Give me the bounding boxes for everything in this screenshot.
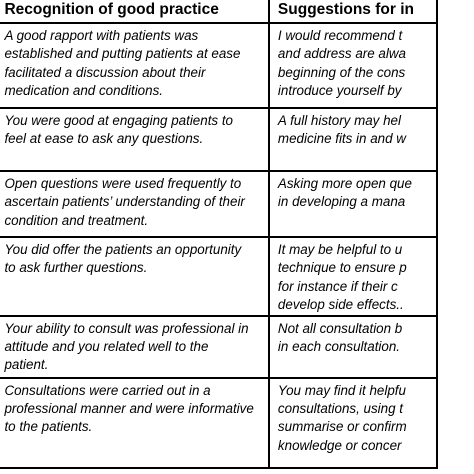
cell-text-line: You were good at engaging patients to <box>4 113 233 128</box>
suggestion-cell <box>269 108 437 171</box>
cell-text-line: patient. <box>4 357 49 373</box>
table-row <box>0 316 437 378</box>
cell-text-line: Open questions were used frequently to <box>4 176 242 191</box>
cell-text-line: Asking more open que <box>277 176 412 191</box>
cell-text-line: I would recommend t <box>277 28 403 43</box>
cell-text-line: to ask further questions. <box>4 260 148 276</box>
cell-text-line: attitude and you related well to the <box>4 339 209 355</box>
cell-text-line: Consultations were carried out in a <box>4 382 211 398</box>
cell-text-line: You may find it helpfu <box>277 382 406 398</box>
cell-text-line: Your ability to consult was professional in <box>4 320 249 336</box>
good-practice-cell <box>0 171 269 237</box>
suggestion-cell <box>269 316 437 378</box>
header-row <box>0 0 437 23</box>
table-row <box>0 23 437 108</box>
table-row <box>0 108 437 171</box>
cell-text-line: It may be helpful to u <box>277 242 403 257</box>
suggestion-cell <box>269 23 437 108</box>
header-good-practice: Recognition of good practice <box>0 0 269 23</box>
good-practice-cell <box>0 237 269 316</box>
cell-text-line: summarise or confirm <box>277 419 407 435</box>
good-practice-cell <box>0 23 269 108</box>
good-practice-cell <box>0 316 269 378</box>
table-row <box>0 237 437 316</box>
cell-text-line: medicine fits in and w <box>277 131 406 147</box>
cell-text-line: ascertain patients’ understanding of their <box>4 194 245 210</box>
suggestion-cell <box>269 237 437 316</box>
cell-text-line: and address are alwa <box>277 46 406 62</box>
cell-text-line: condition and treatment. <box>4 212 149 228</box>
cell-text-line: technique to ensure p <box>277 260 407 276</box>
cell-text-line: A good rapport with patients was <box>4 28 199 43</box>
cell-text-line: established and putting patients at ease <box>4 46 241 62</box>
cell-text-line: knowledge or concer <box>277 437 402 453</box>
suggestion-cell <box>269 378 437 468</box>
header-suggestions: Suggestions for in <box>269 0 437 23</box>
cell-text-line: facilitated a discussion about their <box>4 64 206 80</box>
cell-text-line: feel at ease to ask any questions. <box>4 131 204 147</box>
good-practice-cell <box>0 378 269 468</box>
cell-text-line: in each consultation. <box>277 339 401 355</box>
suggestion-cell <box>269 171 437 237</box>
cell-text-line: for instance if their c <box>277 278 398 294</box>
cell-text-line: beginning of the cons <box>277 64 406 80</box>
cell-text-line: consultations, using t <box>277 401 403 417</box>
cell-text-line: A full history may hel <box>277 113 401 128</box>
cell-text-line: You did offer the patients an opportunity <box>4 242 242 257</box>
cell-text-line: to the patients. <box>4 419 93 435</box>
cell-text-line: professional manner and were informative <box>4 401 254 417</box>
table-row <box>0 378 437 468</box>
cell-text-line: introduce yourself by <box>277 83 402 99</box>
cell-text-line: Not all consultation b <box>277 320 403 336</box>
cell-text-line: develop side effects.. <box>277 297 404 313</box>
cell-text-line: medication and conditions. <box>4 83 163 99</box>
good-practice-cell <box>0 108 269 171</box>
cell-text-line: in developing a mana <box>277 194 406 210</box>
table-row <box>0 171 437 237</box>
